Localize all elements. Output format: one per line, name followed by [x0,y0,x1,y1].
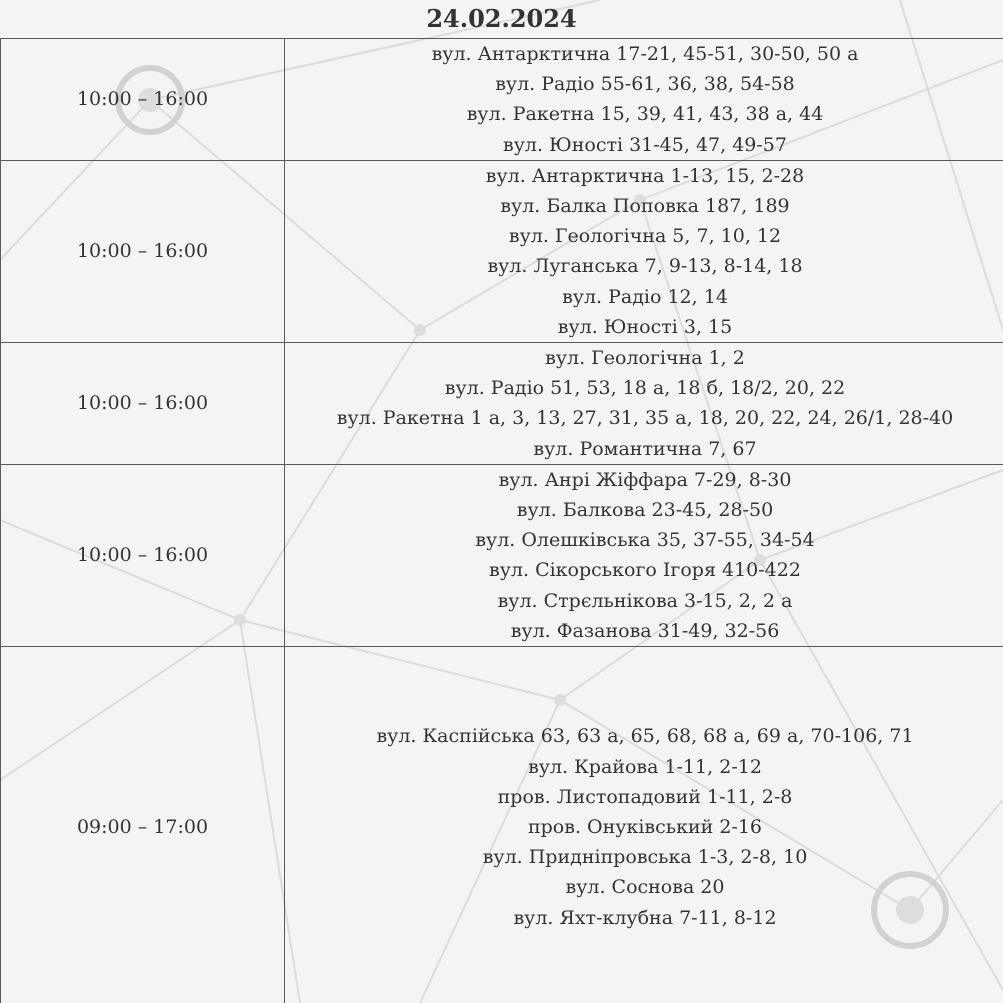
address-line: вул. Ракетна 1 а, 3, 13, 27, 31, 35 а, 18, 20, 22, 24, 26/1, 28-40 [336,407,954,430]
table-row [1,39,1003,161]
address-line: вул. Юності 3, 15 [557,315,733,338]
address-line: вул. Геологічна 1, 2 [545,347,745,370]
address-line: вул. Радіо 51, 53, 18 а, 18 б, 18/2, 20, 22 [444,377,846,400]
address-line: пров. Онуківський 2-16 [527,815,763,838]
address-line: вул. Радіо 55-61, 36, 38, 54-58 [495,73,795,96]
time-cell: 10:00 – 16:00 [1,39,285,161]
table-row [1,343,1003,465]
address-line: вул. Анрі Жіффара 7-29, 8-30 [498,468,792,491]
table-row [1,160,1003,342]
table-row [1,464,1003,646]
address-line: вул. Яхт-клубна 7-11, 8-12 [513,906,777,929]
address-cell [285,647,1003,1003]
time-cell: 10:00 – 16:00 [1,343,285,465]
address-line: вул. Балкова 23-45, 28-50 [516,499,774,522]
address-line: вул. Балка Поповка 187, 189 [500,195,790,218]
address-line: вул. Соснова 20 [565,876,725,899]
address-line: вул. Олешківська 35, 37-55, 34-54 [475,529,815,552]
address-line: вул. Романтична 7, 67 [533,437,757,460]
address-line: вул. Фазанова 31-49, 32-56 [510,619,780,642]
time-cell: 10:00 – 16:00 [1,160,285,342]
address-line: вул. Луганська 7, 9-13, 8-14, 18 [487,255,803,278]
time-cell: 10:00 – 16:00 [1,464,285,646]
address-line: вул. Антарктична 17-21, 45-51, 30-50, 50 а [431,43,859,65]
outage-schedule-table [0,38,1003,1003]
address-line: вул. Придніпровська 1-3, 2-8, 10 [482,846,808,869]
table-row [1,647,1003,1003]
address-line: вул. Каспійська 63, 63 а, 65, 68, 68 а, 69 а, 70-106, 71 [376,725,914,748]
address-line: вул. Крайова 1-11, 2-12 [528,755,762,778]
address-line: вул. Стрєльнікова 3-15, 2, 2 а [497,589,793,612]
address-cell [285,160,1003,342]
address-cell [285,343,1003,465]
time-cell: 09:00 – 17:00 [1,647,285,1003]
address-line: вул. Сікорського Ігоря 410-422 [489,559,801,582]
address-cell [285,39,1003,161]
address-line: вул. Радіо 12, 14 [562,285,728,308]
address-line: вул. Ракетна 15, 39, 41, 43, 38 а, 44 [466,103,824,126]
address-cell [285,464,1003,646]
address-line: вул. Антарктична 1-13, 15, 2-28 [485,164,805,187]
address-line: вул. Геологічна 5, 7, 10, 12 [508,225,782,248]
address-line: вул. Юності 31-45, 47, 49-57 [503,133,787,156]
address-line: пров. Листопадовий 1-11, 2-8 [497,785,793,808]
schedule-date: 24.02.2024 [426,4,577,33]
